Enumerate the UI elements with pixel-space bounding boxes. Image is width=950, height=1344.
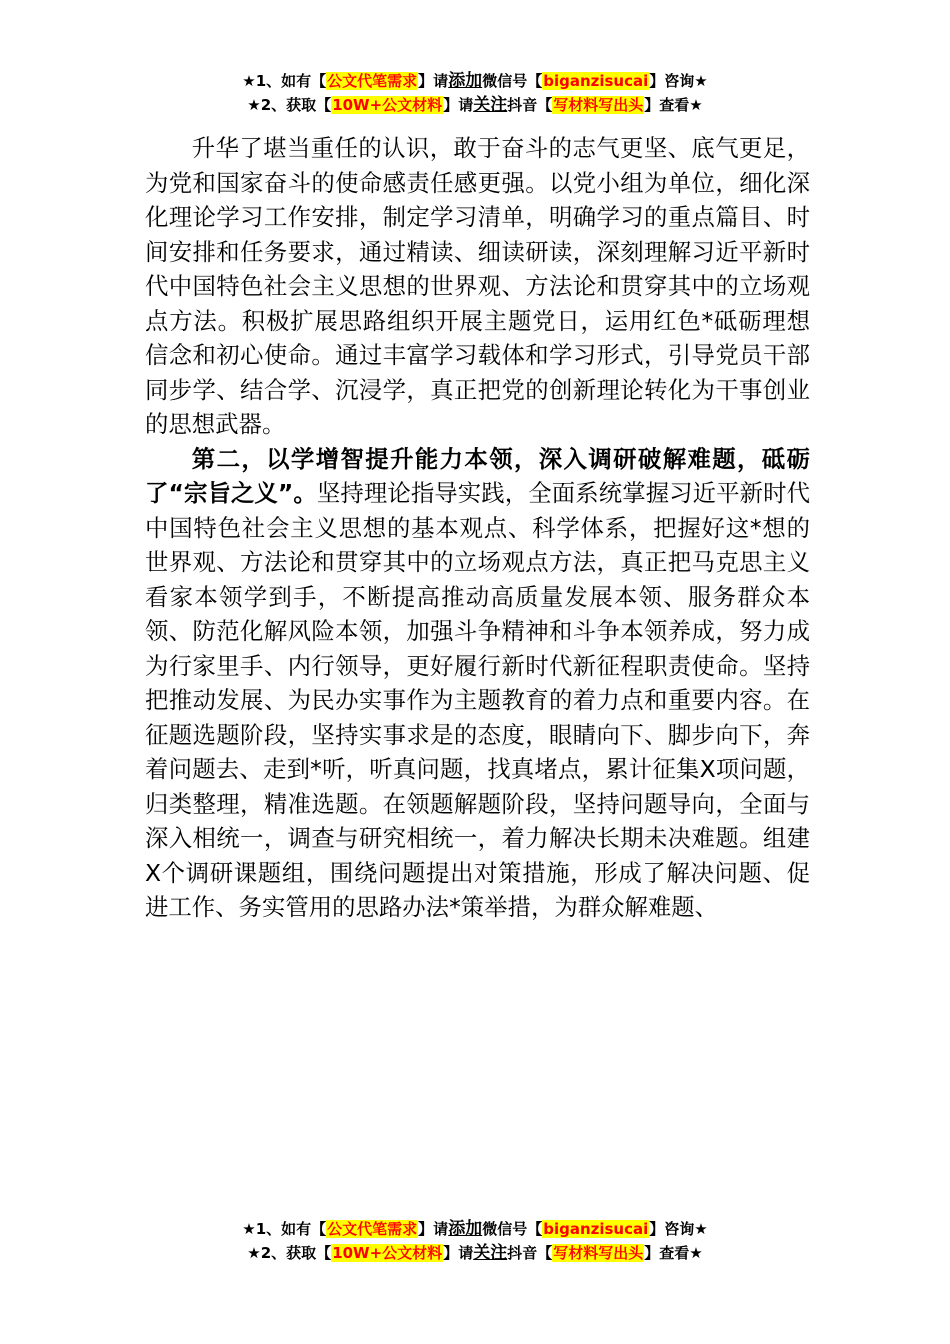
highlight-douyin: 写材料写出头	[553, 1244, 644, 1262]
star-icon: ★	[689, 1244, 703, 1262]
header-banner	[0, 69, 950, 117]
banner-text: 2、获取【	[260, 1244, 332, 1262]
underlined-text: 关注	[473, 1243, 508, 1263]
paragraph-1: 升华了堪当重任的认识，敢于奋斗的志气更坚、底气更足，为党和国家奋斗的使命感责任感更强。以党小组为单位，细化深化理论学习工作安排，制定学习清单，明确学习的重点篇目、时间安排和任务要求，通过精读、细读研读，深刻理解习近平新时代中国特色社会主义思想的世界观、方法论和贯穿其中的立场观点方法。积极扩展思路组织开展主题党日，运用红色*砥砺理想信念和初心使命。通过丰富学习载体和学习形式，引导党员干部同步学、结合学、沉浸学，真正把党的创新理论转化为干事创业的思想武器。	[145, 134, 810, 438]
footer-banner	[0, 1217, 950, 1265]
highlight-service: 公文代笔需求	[327, 72, 418, 90]
star-icon: ★	[247, 96, 261, 114]
banner-text: 】请	[418, 1220, 449, 1238]
star-icon: ★	[247, 1244, 261, 1262]
underlined-text: 添加	[448, 71, 483, 91]
star-icon: ★	[694, 72, 708, 90]
banner-text: 1、如有【	[255, 1220, 327, 1238]
star-icon: ★	[242, 1220, 256, 1238]
paragraph-2-text: 坚持理论指导实践，全面系统掌握习近平新时代中国特色社会主义思想的基本观点、科学体系，把握好这*想的世界观、方法论和贯穿其中的立场观点方法，真正把马克思主义看家本领学到手，不断提高推动高质量发展本领、服务群众本领、防范化解风险本领，加强斗争精神和斗争本领养成，努力成为行家里手、内行领导，更好履行新时代新征程职责使命。坚持把推动发展、为民办实事作为主题教育的着力点和重要内容。在征题选题阶段，坚持实事求是的态度，眼睛向下、脚步向下，奔着问题去、走到*听，听真问题，找真堵点，累计征集X项问题，归类整理，精准选题。在领题解题阶段，坚持问题导向，全面与深入相统一，调查与研究相统一，着力解决长期未决难题。组建X个调研课题组，围绕问题提出对策措施，形成了解决问题、促进工作、务实管用的思路办法*策举措，为群众解难题、	[145, 479, 811, 921]
banner-line-2	[0, 1241, 950, 1265]
star-icon: ★	[689, 96, 703, 114]
highlight-douyin: 写材料写出头	[553, 96, 644, 114]
banner-text: 微信号【	[482, 1220, 543, 1238]
paragraph-2	[145, 442, 810, 925]
banner-text: 】咨询	[649, 1220, 695, 1238]
star-icon: ★	[694, 1220, 708, 1238]
highlight-wechat-id: biganzisucai	[543, 1220, 649, 1238]
highlight-wechat-id: biganzisucai	[543, 72, 649, 90]
star-icon: ★	[242, 72, 256, 90]
banner-text: 】请	[418, 72, 449, 90]
banner-text: 】查看	[644, 96, 690, 114]
banner-line-1	[0, 1217, 950, 1241]
section-heading: 第二，以学增智提升能力本领，深入调研破解难题，砥砺了“宗旨之义”。	[145, 444, 810, 507]
highlight-materials: 10W+公文材料	[332, 96, 443, 114]
document-body	[145, 131, 810, 925]
banner-text: 2、获取【	[260, 96, 332, 114]
underlined-text: 添加	[448, 1219, 483, 1239]
banner-text: 微信号【	[482, 72, 543, 90]
banner-text: 】查看	[644, 1244, 690, 1262]
banner-text: 】咨询	[649, 72, 695, 90]
underlined-text: 关注	[473, 95, 508, 115]
highlight-materials: 10W+公文材料	[332, 1244, 443, 1262]
banner-line-1	[0, 69, 950, 93]
banner-text: 】请	[443, 96, 474, 114]
banner-line-2	[0, 93, 950, 117]
banner-text: 】请	[443, 1244, 474, 1262]
banner-text: 抖音【	[507, 1244, 553, 1262]
banner-text: 抖音【	[507, 96, 553, 114]
banner-text: 1、如有【	[255, 72, 327, 90]
highlight-service: 公文代笔需求	[327, 1220, 418, 1238]
